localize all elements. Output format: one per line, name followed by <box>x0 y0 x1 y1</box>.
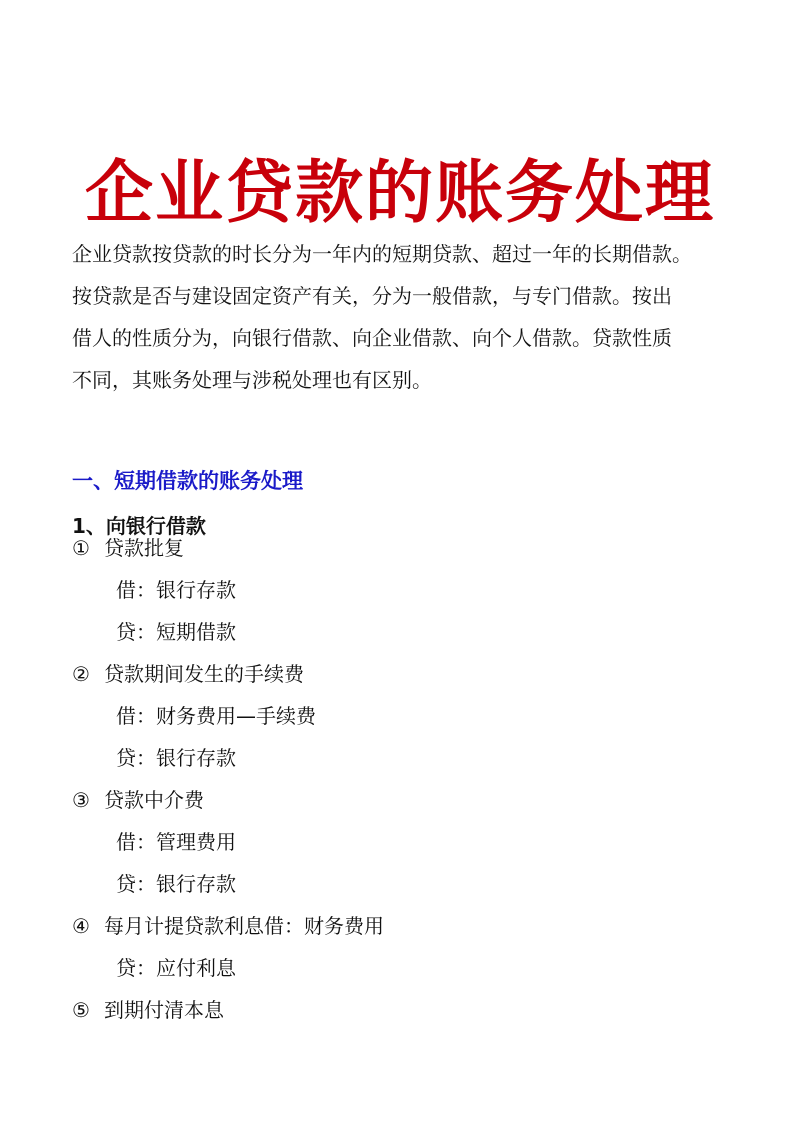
credit-entry: 贷：银行存款 <box>116 746 236 770</box>
intro-line: 企业贷款按贷款的时长分为一年内的短期贷款、超过一年的长期借款。 <box>72 242 692 266</box>
step-item <box>72 783 204 817</box>
credit-entry: 贷：银行存款 <box>116 872 236 896</box>
step-number: ⑤ <box>72 998 90 1022</box>
step-number: ③ <box>72 788 90 812</box>
intro-line: 借人的性质分为，向银行借款、向企业借款、向个人借款。贷款性质 <box>72 326 672 350</box>
step-label: 每月计提贷款利息借：财务费用 <box>104 914 384 938</box>
step-label: 贷款期间发生的手续费 <box>104 662 304 686</box>
step-label: 到期付清本息 <box>104 998 224 1022</box>
subsection-heading: 1、向银行借款 <box>72 514 206 538</box>
step-number: ④ <box>72 914 90 938</box>
debit-entry: 借：管理费用 <box>116 830 236 854</box>
section-heading: 一、短期借款的账务处理 <box>72 469 303 494</box>
step-label: 贷款中介费 <box>104 788 204 812</box>
step-number: ② <box>72 662 90 686</box>
debit-entry: 借：财务费用—手续费 <box>116 704 316 728</box>
step-item <box>72 657 304 691</box>
intro-paragraph <box>72 233 752 401</box>
step-item <box>72 909 384 943</box>
page-title: 企业贷款的账务处理 <box>84 153 715 233</box>
credit-entry: 贷：短期借款 <box>116 620 236 644</box>
step-label: 贷款批复 <box>104 536 184 560</box>
step-number: ① <box>72 536 90 560</box>
intro-line: 按贷款是否与建设固定资产有关，分为一般借款，与专门借款。按出 <box>72 284 672 308</box>
step-item <box>72 531 184 565</box>
debit-entry: 借：银行存款 <box>116 578 236 602</box>
credit-entry: 贷：应付利息 <box>116 956 236 980</box>
step-item <box>72 993 224 1027</box>
intro-line: 不同，其账务处理与涉税处理也有区别。 <box>72 368 432 392</box>
